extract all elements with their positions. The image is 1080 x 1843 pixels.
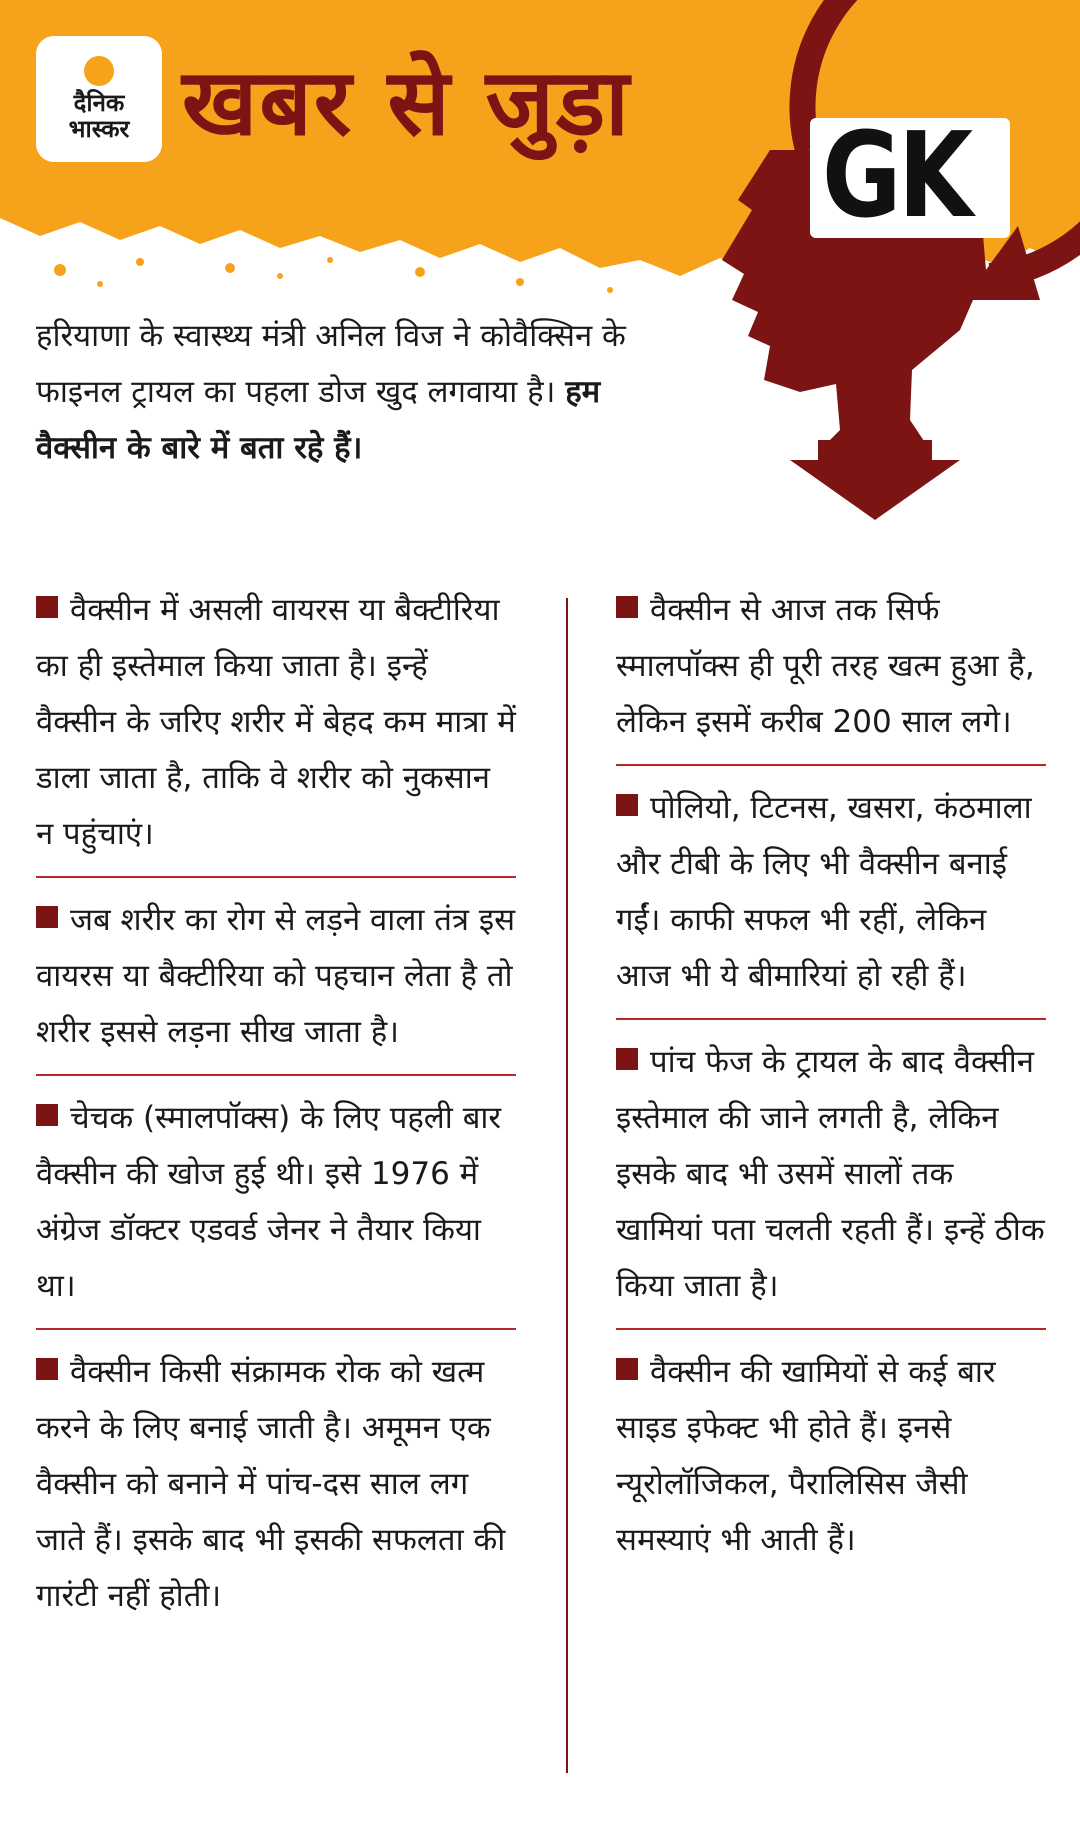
fact-text: वैक्सीन से आज तक सिर्फ स्मालपॉक्स ही पूरी तरह खत्म हुआ है, लेकिन इसमें करीब 200 साल लगे।: [616, 592, 1035, 740]
square-bullet-icon: [36, 1358, 58, 1380]
fact-text: पांच फेज के ट्रायल के बाद वैक्सीन इस्तेमाल की जाने लगती है, लेकिन इसके बाद भी उसमें सालों तक खामियां पता चलती रहती हैं। इन्हें ठीक किया जाता है।: [616, 1044, 1045, 1304]
fact-item: [616, 582, 1046, 766]
logo-text-line1: दैनिक: [73, 89, 125, 117]
sun-icon: [84, 56, 114, 86]
paint-splatter: [54, 257, 613, 293]
left-column: [36, 582, 516, 1652]
fact-text: वैक्सीन किसी संक्रामक रोक को खत्म करने के लिए बनाई जाती है। अमूमन एक वैक्सीन को बनाने में पांच-दस साल लग जाते हैं। इसके बाद भी इसकी सफलता की गारंटी नहीं होती।: [36, 1354, 506, 1614]
fact-item: [616, 1034, 1046, 1330]
column-divider: [566, 598, 568, 1773]
fact-text: जब शरीर का रोग से लड़ने वाला तंत्र इस वायरस या बैक्टीरिया को पहचान लेता है तो शरीर इससे लड़ना सीख जाता है।: [36, 902, 516, 1050]
fact-item: [36, 892, 516, 1076]
banner-title: खबर से जुड़ा: [182, 49, 631, 156]
fact-text: पोलियो, टिटनस, खसरा, कंठमाला और टीबी के लिए भी वैक्सीन बनाई गईं। काफी सफल भी रहीं, लेकिन आज भी ये बीमारियां हो रही हैं।: [616, 790, 1032, 994]
square-bullet-icon: [616, 1048, 638, 1070]
intro-bold-text: हम वैक्सीन के बारे में बता रहे हैं।: [36, 374, 601, 466]
fact-item: [616, 780, 1046, 1020]
gk-badge: GK: [822, 106, 970, 244]
square-bullet-icon: [36, 1104, 58, 1126]
fact-text: वैक्सीन की खामियों से कई बार साइड इफेक्ट भी होते हैं। इनसे न्यूरोलॉजिकल, पैरालिसिस जैसी समस्याएं भी आती हैं।: [616, 1354, 996, 1558]
fact-item: [616, 1344, 1046, 1582]
square-bullet-icon: [36, 906, 58, 928]
square-bullet-icon: [616, 596, 638, 618]
square-bullet-icon: [616, 1358, 638, 1380]
fact-item: [36, 582, 516, 878]
square-bullet-icon: [36, 596, 58, 618]
fact-text: वैक्सीन में असली वायरस या बैक्टीरिया का ही इस्तेमाल किया जाता है। इन्हें वैक्सीन के जरिए शरीर में बेहद कम मात्रा में डाला जाता है, ताकि वे शरीर को नुकसान न पहुंचाएं।: [36, 592, 516, 852]
logo-text-line2: भास्कर: [68, 115, 130, 143]
fact-text: चेचक (स्मालपॉक्स) के लिए पहली बार वैक्सीन की खोज हुई थी। इसे 1976 में अंग्रेज डॉक्टर एडवर्ड जेनर ने तैयार किया था।: [36, 1100, 502, 1304]
down-arrow-icon: [790, 440, 960, 520]
intro-text: हरियाणा के स्वास्थ्य मंत्री अनिल विज ने कोवैक्सिन के फाइनल ट्रायल का पहला डोज खुद लगवाया है।: [36, 318, 626, 410]
header-banner: [0, 0, 1080, 300]
fact-item: [36, 1090, 516, 1330]
dainik-bhaskar-logo: [36, 36, 162, 162]
right-column: [616, 582, 1046, 1596]
intro-paragraph: [36, 308, 636, 476]
square-bullet-icon: [616, 794, 638, 816]
fact-item: [36, 1344, 516, 1638]
